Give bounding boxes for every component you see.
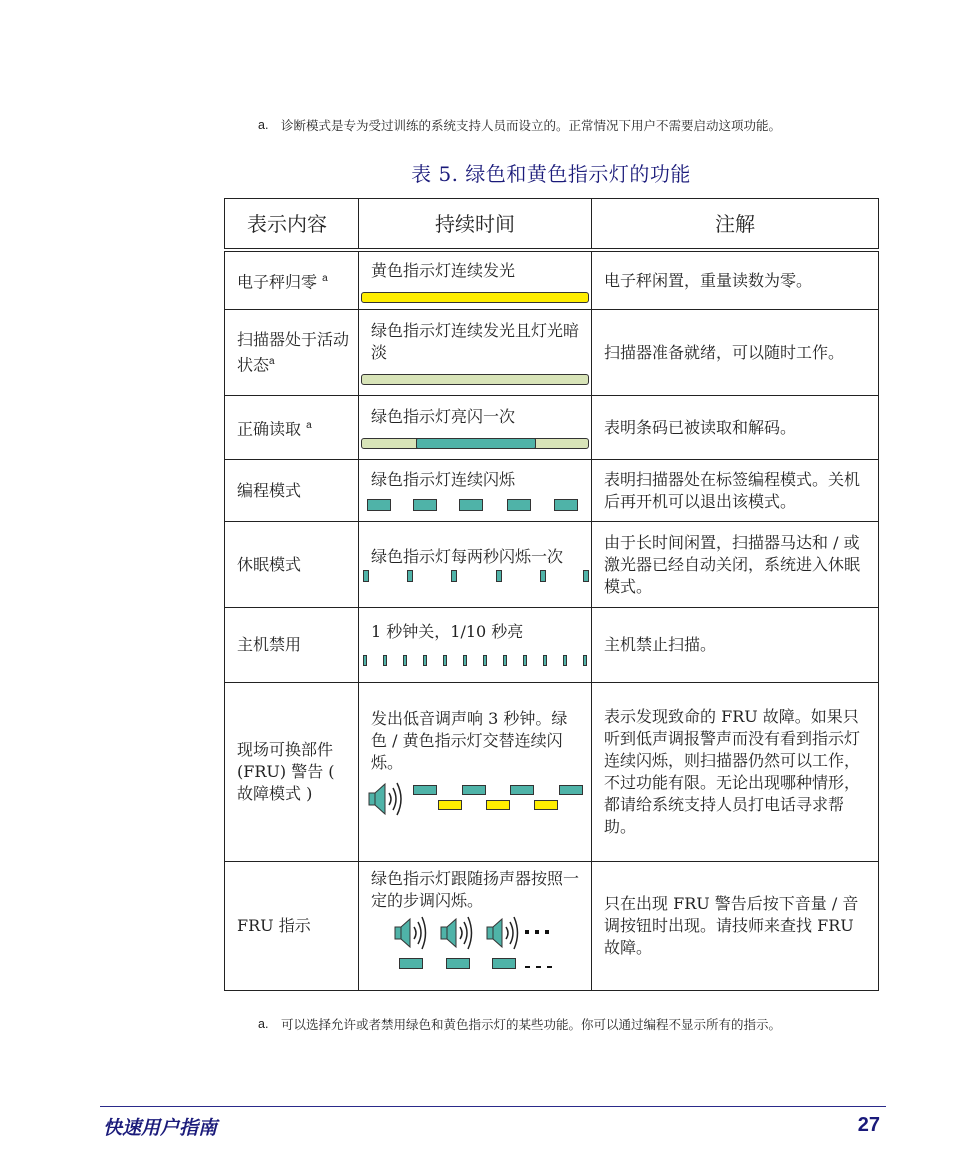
- row-desc: 表明条码已被读取和解码。: [592, 396, 879, 460]
- indicator-text: 绿色指示灯每两秒闪烁一次: [371, 546, 564, 566]
- row-item: 扫描器处于活动状态$^a$: [225, 310, 359, 396]
- yellow-led-bar: [361, 292, 589, 303]
- led-pulse: [483, 655, 487, 666]
- header-duration: 持续时间: [359, 199, 592, 251]
- row-indicator: [359, 310, 592, 396]
- yellow-led-pulse: [486, 800, 510, 810]
- yellow-led-pulse: [438, 800, 462, 810]
- green-led-pulse: [559, 785, 583, 795]
- row-item: 休眠模式: [225, 522, 359, 608]
- continuous-flash-pulses: [363, 499, 587, 513]
- row-indicator: [359, 608, 592, 683]
- indicator-table: [224, 198, 879, 991]
- led-pulse: [540, 570, 546, 582]
- row-desc: 电子秤闲置，重量读数为零。: [592, 250, 879, 310]
- table-row: [225, 396, 879, 460]
- row-item: 现场可换部件 (FRU) 警告 ( 故障模式 ): [225, 683, 359, 862]
- table-title: 表 5. 绿色和黄色指示灯的功能: [411, 162, 691, 186]
- green-flash-segment: [416, 438, 536, 449]
- led-pulse: [363, 570, 369, 582]
- led-pulse: [443, 655, 447, 666]
- fru-indication-pattern: [363, 912, 587, 984]
- footer-title: 快速用户指南: [103, 1117, 218, 1139]
- row-indicator: [359, 522, 592, 608]
- header-content: 表示内容: [225, 199, 359, 251]
- green-led-pulse: [462, 785, 486, 795]
- row-indicator: [359, 396, 592, 460]
- table-row: [225, 522, 879, 608]
- table-header-row: [225, 199, 879, 251]
- indicator-text: 发出低音调声响 3 秒钟。绿色 / 黄色指示灯交替连续闪烁。: [371, 709, 568, 772]
- table-row: [225, 683, 879, 862]
- led-pulse: [367, 499, 391, 511]
- table-row: [225, 310, 879, 396]
- row-desc: 主机禁止扫描。: [592, 608, 879, 683]
- sleep-flash-pulses: [363, 570, 587, 584]
- footer-divider: [100, 1106, 886, 1107]
- host-disabled-pulses: [363, 655, 587, 669]
- footnote-top: [258, 116, 858, 135]
- led-pulse: [523, 655, 527, 666]
- indicator-text: 绿色指示灯连续发光且灯光暗淡: [371, 321, 580, 362]
- indicator-text: 1 秒钟关，1/10 秒亮: [371, 622, 524, 641]
- dim-green-led-bar: [361, 374, 589, 385]
- green-led-pulse: [510, 785, 534, 795]
- led-pulse: [583, 655, 587, 666]
- table-row: [225, 862, 879, 991]
- row-indicator: [359, 683, 592, 862]
- green-flash-bar: [361, 438, 589, 449]
- led-pulse: [496, 570, 502, 582]
- footnote-label: a.: [258, 1017, 269, 1031]
- footnote-bottom: [258, 1015, 858, 1034]
- row-desc: 只在出现 FRU 警告后按下音量 / 音调按钮时出现。请技师来查找 FRU 故障。: [592, 862, 879, 991]
- row-indicator: [359, 862, 592, 991]
- indicator-text: 黄色指示灯连续发光: [371, 261, 516, 280]
- dash-continuation-icon: [523, 964, 555, 970]
- page-number: 27: [857, 1114, 880, 1136]
- ellipsis-icon: [523, 928, 553, 936]
- footnote-text: 可以选择允许或者禁用绿色和黄色指示灯的某些功能。你可以通过编程不显示所有的指示。: [281, 1017, 782, 1032]
- row-indicator: [359, 460, 592, 522]
- row-desc: 表示发现致命的 FRU 故障。如果只听到低声调报警声而没有看到指示灯连续闪烁，则扫描器仍然可以工作，不过功能有限。无论出现哪种情形，都请给系统支持人员打电话寻求帮助。: [592, 683, 879, 862]
- row-item: 电子秤归零 $^a$: [225, 250, 359, 310]
- led-pulse: [507, 499, 531, 511]
- led-pulse: [563, 655, 567, 666]
- led-pulse: [407, 570, 413, 582]
- led-pulse: [451, 570, 457, 582]
- green-led-pulse: [446, 958, 470, 969]
- led-pulse: [583, 570, 589, 582]
- yellow-led-pulse: [534, 800, 558, 810]
- speaker-icon: [485, 914, 521, 952]
- row-item: 正确读取 $^a$: [225, 396, 359, 460]
- fru-warning-pattern: [363, 774, 587, 836]
- row-desc: 表明扫描器处在标签编程模式。关机后再开机可以退出该模式。: [592, 460, 879, 522]
- led-pulse: [403, 655, 407, 666]
- led-pulse: [363, 655, 367, 666]
- row-item: 主机禁用: [225, 608, 359, 683]
- footnote-text: 诊断模式是专为受过训练的系统支持人员而设立的。正常情况下用户不需要启动这项功能。: [281, 118, 782, 133]
- row-desc: 由于长时间闲置，扫描器马达和 / 或激光器已经自动关闭，系统进入休眠模式。: [592, 522, 879, 608]
- green-led-pulse: [492, 958, 516, 969]
- footnote-label: a.: [258, 118, 269, 132]
- led-pulse: [463, 655, 467, 666]
- row-item: FRU 指示: [225, 862, 359, 991]
- led-pulse: [383, 655, 387, 666]
- led-pulse: [423, 655, 427, 666]
- led-pulse: [459, 499, 483, 511]
- row-desc: 扫描器准备就绪，可以随时工作。: [592, 310, 879, 396]
- speaker-icon: [367, 778, 405, 820]
- speaker-icon: [439, 914, 475, 952]
- green-led-pulse: [413, 785, 437, 795]
- led-pulse: [413, 499, 437, 511]
- speaker-icon: [393, 914, 429, 952]
- row-item: 编程模式: [225, 460, 359, 522]
- led-pulse: [503, 655, 507, 666]
- led-pulse: [543, 655, 547, 666]
- indicator-text: 绿色指示灯跟随扬声器按照一定的步调闪烁。: [371, 869, 580, 910]
- indicator-text: 绿色指示灯连续闪烁: [371, 469, 516, 489]
- row-indicator: [359, 250, 592, 310]
- indicator-text: 绿色指示灯亮闪一次: [371, 407, 516, 426]
- table-row: [225, 460, 879, 522]
- green-led-pulse: [399, 958, 423, 969]
- table-row: [225, 250, 879, 310]
- led-pulse: [554, 499, 578, 511]
- header-notes: 注解: [592, 199, 879, 251]
- table-row: [225, 608, 879, 683]
